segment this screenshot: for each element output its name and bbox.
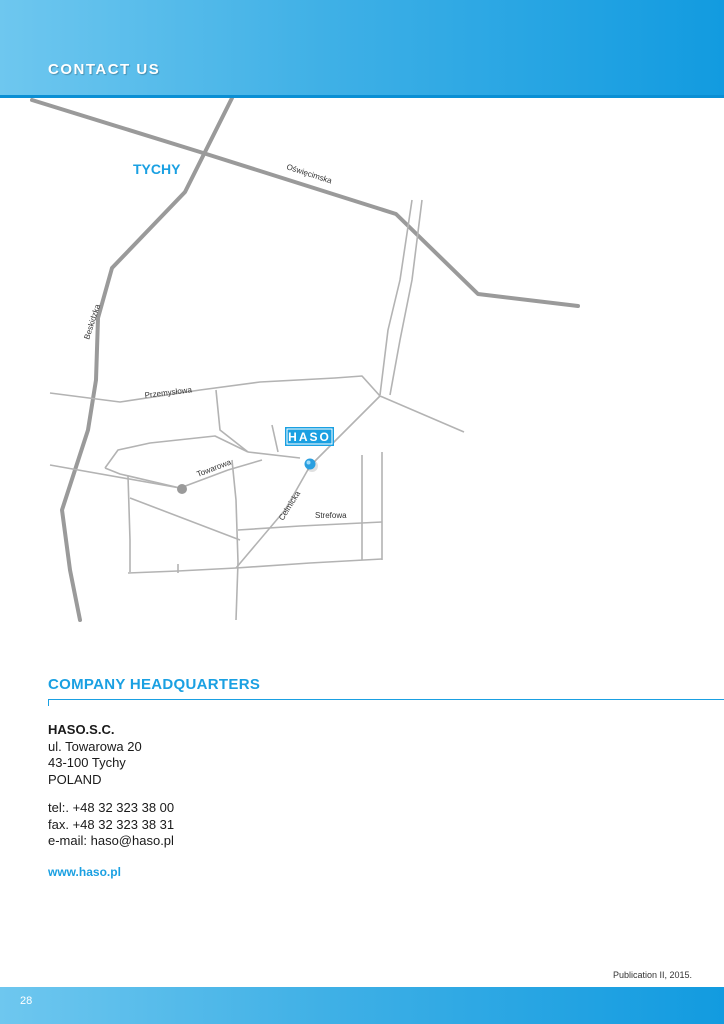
page-title: CONTACT US [48, 61, 161, 78]
email-address[interactable]: e-mail: haso@haso.pl [48, 833, 174, 848]
street-label-towarowa: Towarowa [195, 457, 233, 479]
road-oswiecimska [32, 100, 578, 306]
street-label-beskidzka: Beskidzka [82, 303, 103, 341]
haso-logo [285, 427, 334, 446]
address-line: 43-100 Tychy [48, 755, 126, 770]
street-label-oswiecimska: Oświęcimska [285, 162, 333, 186]
footer-band [0, 987, 724, 1024]
minor-roads [50, 200, 464, 620]
company-name: HASO.S.C. [48, 722, 115, 737]
contact-block [48, 800, 174, 850]
section-divider-tick [48, 699, 49, 706]
city-label: TYCHY [133, 161, 181, 177]
address-line: ul. Towarowa 20 [48, 738, 142, 754]
haso-logo-text: HASO [288, 430, 331, 444]
location-map [0, 98, 724, 658]
street-label-przemyslowa: Przemysłowa [144, 385, 193, 400]
page-number: 28 [20, 995, 33, 1007]
header-band [0, 0, 724, 98]
fax-number: fax. +48 32 323 38 31 [48, 816, 175, 832]
street-label-celmicka: Celmicka [277, 489, 303, 523]
address-line: POLAND [48, 771, 102, 787]
section-divider [48, 699, 724, 700]
street-label-strefowa: Strefowa [315, 511, 347, 520]
phone-number: tel:. +48 32 323 38 00 [48, 800, 175, 815]
publication-note: Publication II, 2015. [612, 970, 692, 980]
website-link[interactable]: www.haso.pl [48, 865, 121, 879]
section-title: COMPANY HEADQUARTERS [48, 676, 261, 693]
address-block [48, 722, 142, 788]
grey-point-marker [177, 484, 187, 494]
